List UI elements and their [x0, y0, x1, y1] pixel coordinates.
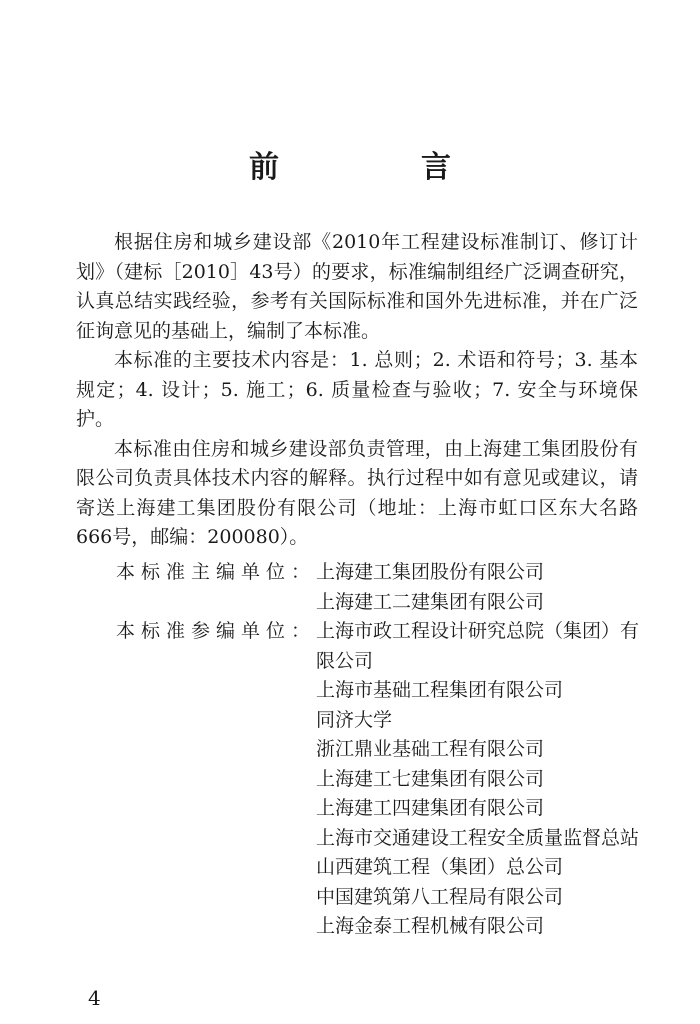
participating-unit-item: 上海建工七建集团有限公司	[316, 767, 545, 790]
chief-units-list	[316, 558, 656, 617]
page-title: 前 言	[249, 150, 507, 185]
participating-unit-item: 上海建工四建集团有限公司	[316, 797, 545, 819]
chief-unit-item: 上海建工二建集团有限公司	[316, 590, 545, 613]
paragraph-management: 本标准由住房和城乡建设部负责管理，由上海建工集团股份有限公司负责具体技术内容的解释。执行过程中如有意见或建议，请寄送上海建工集团股份有限公司（地址：上海市虹口区东大名路666号，邮编：200080）。	[76, 437, 638, 548]
page-number: 4	[88, 986, 101, 1010]
participating-unit-item: 中国建筑第八工程局有限公司	[316, 885, 564, 908]
participating-unit-item: 山西建筑工程（集团）总公司	[316, 856, 564, 878]
paragraph-technical-content: 本标准的主要技术内容是：1. 总则；2. 术语和符号；3. 基本规定；4. 设计；5. 施工；6. 质量检查与验收；7. 安全与环境保护。	[76, 349, 638, 430]
paragraph-background: 根据住房和城乡建设部《2010年工程建设标准制订、修订计划》（建标［2010］43号）的要求，标准编制组经广泛调查研究，认真总结实践经验，参考有关国际标准和国外先进标准，并在广泛征询意见的基础上，编制了本标准。	[76, 231, 638, 342]
participating-units-row	[116, 617, 656, 942]
chief-unit-item: 上海建工集团股份有限公司	[316, 561, 545, 583]
participating-unit-item: 上海市交通建设工程安全质量监督总站	[316, 826, 640, 849]
participating-unit-item: 浙江鼎业基础工程有限公司	[316, 738, 545, 760]
participating-unit-item: 同济大学	[316, 708, 393, 731]
chief-units-row	[116, 558, 656, 617]
participating-units-section	[116, 617, 656, 942]
participating-units-label: 本标准参编单位：	[116, 620, 317, 642]
participating-unit-item: 上海市基础工程集团有限公司	[316, 679, 564, 701]
participating-unit-item: 上海金泰工程机械有限公司	[316, 915, 545, 937]
chief-units-label: 本标准主编单位：	[116, 561, 317, 583]
participating-unit-item: 上海市政工程设计研究总院（集团）有限公司	[316, 620, 640, 672]
preface-body	[76, 228, 638, 553]
chief-units-section	[116, 558, 656, 617]
participating-units-list	[316, 617, 656, 942]
